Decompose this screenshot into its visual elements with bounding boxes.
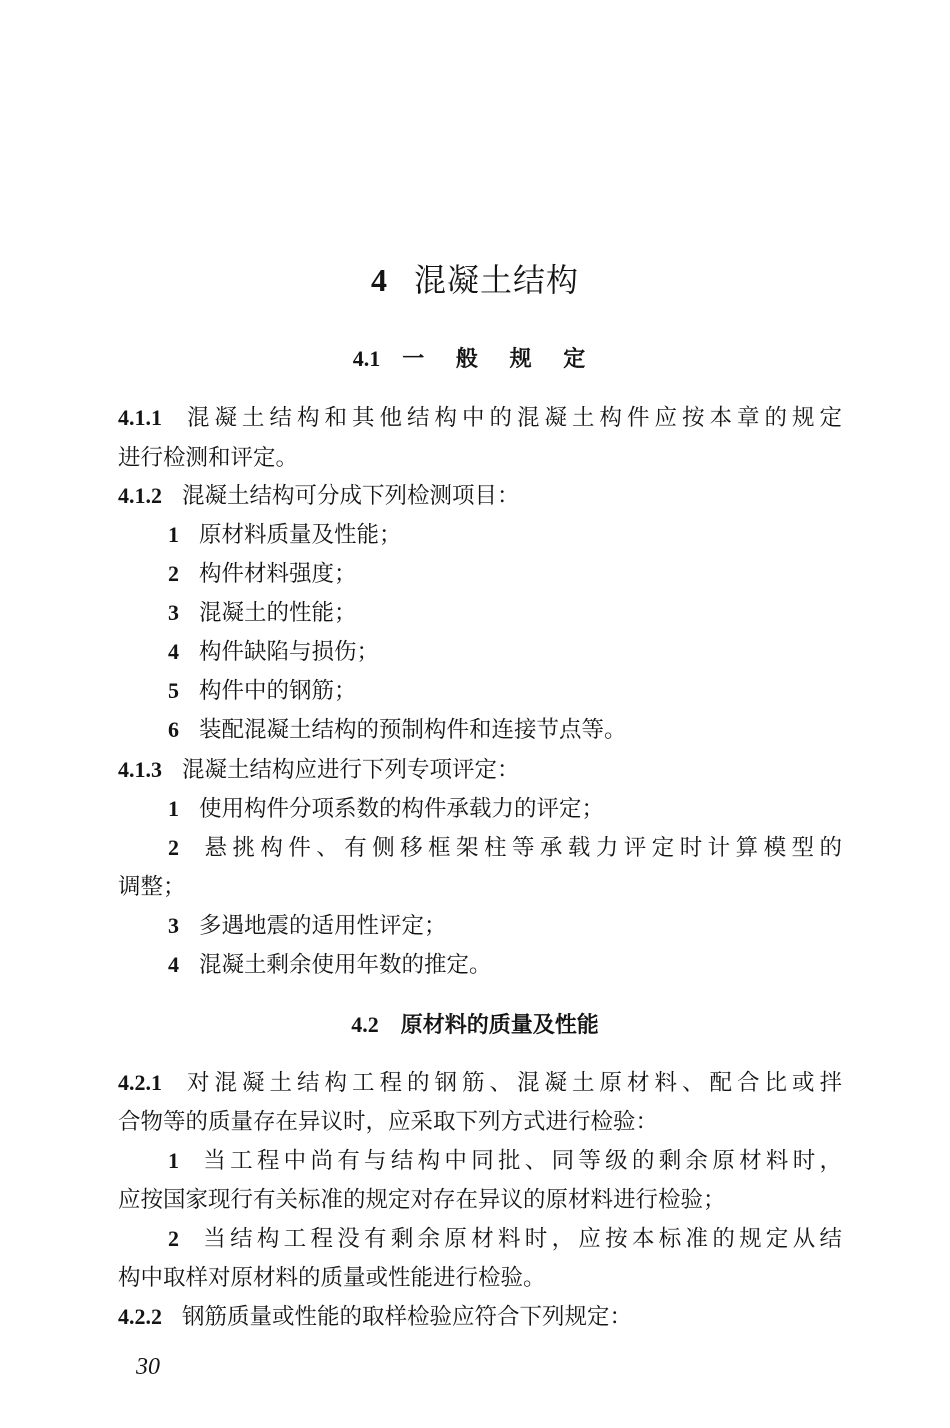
- clause-number: 4.1.3: [118, 757, 162, 782]
- clause-text: 钢筋质量或性能的取样检验应符合下列规定：: [182, 1304, 633, 1330]
- item-text: 构件材料强度；: [199, 561, 357, 587]
- item-text: 构件缺陷与损伤；: [199, 639, 380, 665]
- clause-4-2-2-line-1: [118, 1302, 632, 1332]
- item-number: 4: [168, 952, 179, 977]
- page-number: 30: [136, 1354, 160, 1380]
- item-text: 调整；: [118, 874, 186, 900]
- list-item-continuation: [118, 1185, 726, 1215]
- clause-text: 混凝土结构可分成下列检测项目：: [182, 483, 520, 509]
- list-item: [168, 950, 492, 980]
- list-item: [168, 637, 379, 667]
- list-item-continuation: [118, 1263, 546, 1293]
- clause-number: 4.2.1: [118, 1070, 162, 1095]
- section-number: 4.2: [351, 1012, 379, 1037]
- clause-text: 进行检测和评定。: [118, 445, 299, 471]
- list-item: [168, 794, 604, 824]
- chapter-name: 混凝土结构: [413, 261, 579, 299]
- item-number: 1: [168, 796, 179, 821]
- section-name: 原材料的质量及性能: [400, 1012, 599, 1038]
- clause-4-2-1-line-1: [118, 1068, 842, 1098]
- list-item: [168, 1146, 842, 1176]
- item-text: 悬挑构件、有侧移框架柱等承载力评定时计算模型的: [199, 835, 842, 861]
- item-number: 3: [168, 913, 179, 938]
- item-text: 原材料质量及性能；: [199, 522, 402, 548]
- list-item: [168, 911, 447, 941]
- list-item: [168, 559, 357, 589]
- item-number: 2: [168, 835, 179, 860]
- item-text: 使用构件分项系数的构件承载力的评定；: [199, 796, 605, 822]
- list-item-continuation: [118, 872, 186, 902]
- list-item: [168, 676, 357, 706]
- item-text: 装配混凝土结构的预制构件和连接节点等。: [199, 717, 627, 743]
- clause-number: 4.1.2: [118, 483, 162, 508]
- item-number: 2: [168, 1226, 179, 1251]
- item-number: 6: [168, 717, 179, 742]
- item-text: 多遇地震的适用性评定；: [199, 913, 447, 939]
- item-text: 混凝土剩余使用年数的推定。: [199, 952, 492, 978]
- item-number: 5: [168, 678, 179, 703]
- item-number: 1: [168, 1148, 179, 1173]
- item-text: 应按国家现行有关标准的规定对存在异议的原材料进行检验；: [118, 1187, 726, 1213]
- item-text: 构件中的钢筋；: [199, 678, 357, 704]
- clause-text: 合物等的质量存在异议时，应采取下列方式进行检验：: [118, 1109, 659, 1135]
- clause-text: 对混凝土结构工程的钢筋、混凝土原材料、配合比或拌: [182, 1070, 842, 1096]
- clause-number: 4.1.1: [118, 405, 162, 430]
- clause-4-1-1-line-2: [118, 443, 298, 473]
- list-item: [168, 715, 627, 745]
- item-number: 1: [168, 522, 179, 547]
- clause-text: 混凝土结构应进行下列专项评定：: [182, 757, 520, 783]
- item-number: 3: [168, 600, 179, 625]
- section-number: 4.1: [352, 346, 381, 371]
- list-item: [168, 520, 402, 550]
- item-number: 2: [168, 561, 179, 586]
- list-item: [168, 598, 357, 628]
- clause-number: 4.2.2: [118, 1304, 162, 1329]
- clause-4-1-3-line-1: [118, 755, 520, 785]
- clause-4-1-1-line-1: [118, 403, 842, 433]
- clause-4-2-1-line-2: [118, 1107, 658, 1137]
- section-title-4-1: [0, 343, 950, 375]
- item-text: 当工程中尚有与结构中同批、同等级的剩余原材料时，: [199, 1148, 842, 1174]
- chapter-number: 4: [370, 262, 388, 298]
- chapter-title: [0, 258, 950, 302]
- list-item: [168, 833, 842, 863]
- section-title-4-2: [0, 1009, 950, 1041]
- item-text: 混凝土的性能；: [199, 600, 357, 626]
- item-number: 4: [168, 639, 179, 664]
- clause-4-1-2-line-1: [118, 481, 520, 511]
- list-item: [168, 1224, 842, 1254]
- section-name: 一 般 规 定: [402, 346, 598, 372]
- item-text: 构中取样对原材料的质量或性能进行检验。: [118, 1265, 546, 1291]
- clause-text: 混凝土结构和其他结构中的混凝土构件应按本章的规定: [182, 405, 842, 431]
- item-text: 当结构工程没有剩余原材料时，应按本标准的规定从结: [199, 1226, 842, 1252]
